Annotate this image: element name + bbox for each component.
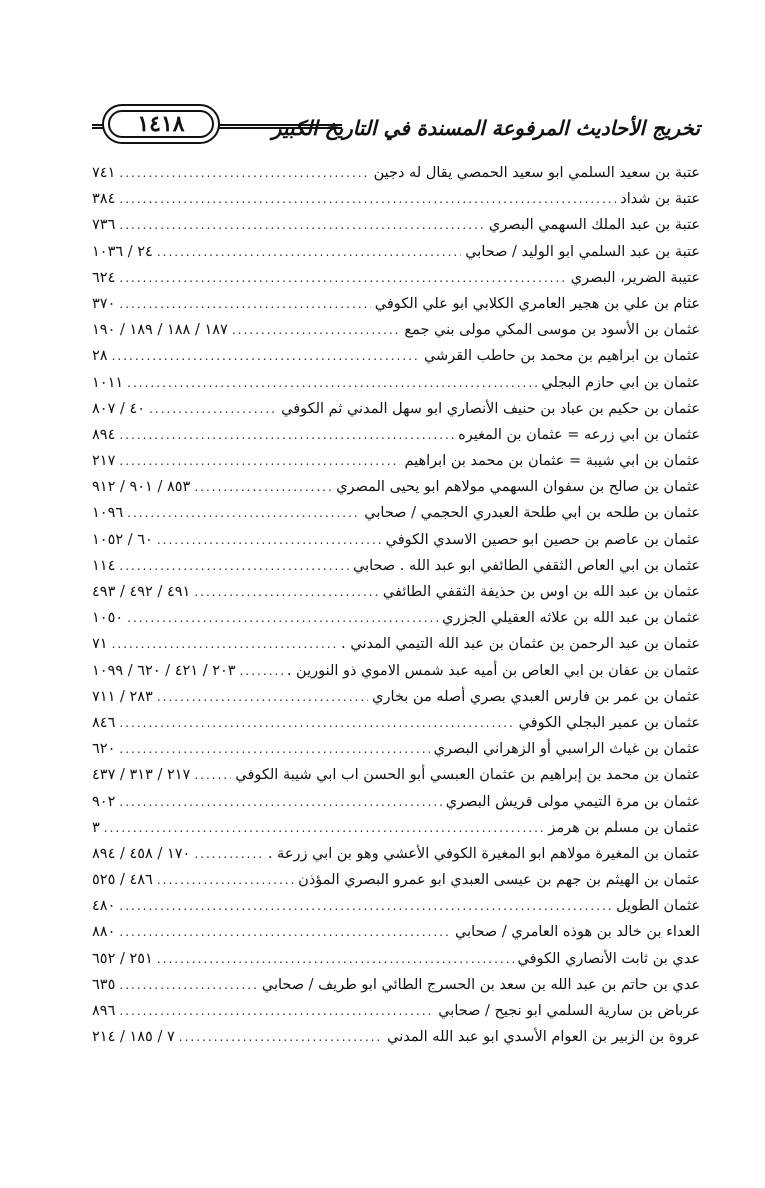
index-entry — [92, 343, 700, 369]
entry-name: عثمان بن الهيثم بن جهم بن عيسى العبدي ابو عمرو البصري المؤذن — [298, 872, 700, 889]
entry-name: عثمان بن المغيرة مولاهم ابو المغيرة الكوفي الأعشي وهو بن ابي زرعة . — [267, 845, 700, 862]
index-entry — [92, 317, 700, 343]
entry-pages: ٦٢٤ — [92, 269, 116, 286]
entry-pages: ٦٢٠ — [92, 741, 116, 758]
entry-name: عثمان بن مسلم بن هرمز — [548, 819, 700, 836]
dot-leader — [112, 631, 338, 657]
dot-leader — [119, 212, 485, 238]
entry-name: عثمان بن طلحه بن ابي طلحة العبدري الحجمي / صحابي — [364, 505, 700, 522]
entry-name: عثمان بن حكيم بن عباد بن حنيف الأنصاري ابو سهل المدني ثم الكوفي — [281, 400, 700, 417]
dot-leader — [119, 736, 429, 762]
entry-pages: ٨٤٦ — [92, 714, 116, 731]
dot-leader — [119, 972, 257, 998]
page-number-badge — [102, 104, 220, 144]
dot-leader — [194, 841, 263, 867]
dot-leader — [127, 370, 537, 396]
entry-name: عتبة بن سعيد السلمي ابو سعيد الحمصي يقال له دجين — [373, 165, 700, 181]
dot-leader — [157, 239, 461, 265]
header-ornament — [92, 104, 342, 144]
entry-name: عثمان بن عبد الرحمن بن عثمان بن عبد الله التيمي المدني . — [341, 636, 700, 653]
entry-name: عثمان بن عمير البجلي الكوفي — [518, 714, 700, 731]
entry-name: عثمان بن عاصم بن حصين ابو حصين الاسدي الكوفي — [385, 531, 700, 548]
dot-leader — [119, 998, 434, 1024]
entry-pages: ٨٩٤ — [92, 426, 116, 443]
index-entry — [92, 736, 700, 762]
entry-pages: ١٠٩٦ — [92, 505, 124, 522]
dot-leader — [119, 893, 612, 919]
entry-pages: ٢١٧ / ٣١٣ / ٤٣٧ — [92, 767, 191, 784]
entry-name: عثمان بن الأسود بن موسى المكي مولى بني جمع — [404, 322, 700, 339]
index-entry — [92, 186, 700, 212]
entry-name: عثام بن علي بن هجير العامري الكلابي ابو علي الكوفي — [374, 295, 700, 312]
entry-name: عتبة بن شداد — [620, 191, 700, 208]
entry-name: عثمان بن عمر بن فارس العبدي بصري أصله من بخاري — [372, 688, 700, 705]
index-entry — [92, 239, 700, 265]
dot-leader — [119, 291, 370, 317]
entry-pages: ٢٥١ / ٦٥٢ — [92, 950, 153, 967]
index-entry — [92, 1024, 700, 1050]
entry-name: عتبة بن عبد السلمي ابو الوليد / صحابي — [465, 243, 700, 260]
dot-leader — [127, 500, 360, 526]
dot-leader — [194, 474, 332, 500]
index-entry — [92, 946, 700, 972]
entry-pages: ٧٤١ — [92, 165, 116, 181]
index-entry — [92, 815, 700, 841]
index-entry — [92, 448, 700, 474]
index-entry — [92, 789, 700, 815]
dot-leader — [104, 815, 545, 841]
index-entry — [92, 370, 700, 396]
entry-pages: ٧١ — [92, 636, 108, 653]
dot-leader — [157, 867, 294, 893]
entry-name: عدي بن ثابت الأنصاري الكوفي — [517, 950, 700, 967]
index-entry — [92, 265, 700, 291]
index-entry — [92, 579, 700, 605]
entry-pages: ٧٣٦ — [92, 217, 116, 234]
entry-name: عروة بن الزبير بن العوام الأسدي ابو عبد الله المدني — [387, 1029, 700, 1046]
dot-leader — [119, 919, 451, 945]
entry-pages: ٣ — [92, 819, 100, 836]
entry-pages: ١٠١١ — [92, 374, 124, 391]
entry-pages: ١٠٥٠ — [92, 610, 124, 627]
index-entry — [92, 998, 700, 1024]
index-entry — [92, 658, 700, 684]
entry-pages: ٧ / ١٨٥ / ٢١٤ — [92, 1029, 175, 1046]
entry-name: عتبة بن عبد الملك السهمي البصري — [488, 217, 700, 234]
index-entry — [92, 684, 700, 710]
dot-leader — [127, 605, 438, 631]
entry-name: عثمان بن ابي حازم البجلي — [541, 374, 700, 391]
entry-pages: ٢١٧ — [92, 453, 116, 470]
dot-leader — [194, 762, 231, 788]
entry-pages: ٢٨ — [92, 348, 108, 365]
index-entry — [92, 396, 700, 422]
index-entry — [92, 841, 700, 867]
dot-leader — [112, 343, 420, 369]
entry-name: عثمان بن عبد الله بن اوس بن حذيفة الثقفي الطائفي — [382, 584, 700, 600]
entry-pages: ٨٩٦ — [92, 1003, 116, 1019]
index-entry — [92, 972, 700, 998]
entry-pages: ٩٠٢ — [92, 793, 116, 810]
entry-name: عثمان بن ابراهيم بن محمد بن حاطب القرشي — [423, 348, 700, 365]
index-entry — [92, 291, 700, 317]
entry-name: عثمان الطويل — [616, 898, 700, 915]
dot-leader — [119, 160, 369, 186]
dot-leader — [119, 448, 400, 474]
entry-name: عثمان بن مرة التيمي مولى قريش البصري — [445, 793, 700, 810]
index-entry — [92, 605, 700, 631]
index-entry — [92, 762, 700, 788]
dot-leader — [119, 789, 441, 815]
entry-pages: ٤٨٠ — [92, 898, 116, 915]
dot-leader — [240, 658, 283, 684]
dot-leader — [157, 527, 382, 553]
page-number: ١٤١٨ — [137, 111, 185, 137]
dot-leader — [157, 946, 514, 972]
index-entry — [92, 867, 700, 893]
entry-name: عثمان بن عفان بن ابي العاص بن أميه عبد شمس الاموي ذو النورين . — [286, 662, 700, 679]
entry-pages: ٤٠ / ٨٠٧ — [92, 400, 146, 417]
index-entry — [92, 631, 700, 657]
index-entry — [92, 422, 700, 448]
entry-name: عثمان بن ابي العاص الثقفي الطائفي ابو عبد الله . صحابي — [352, 557, 700, 574]
dot-leader — [119, 553, 349, 579]
dot-leader — [232, 317, 401, 343]
dot-leader — [119, 186, 616, 212]
entry-pages: ١١٤ — [92, 557, 116, 574]
entry-pages: ٨٥٣ / ٩٠١ / ٩١٢ — [92, 479, 191, 496]
index-entry — [92, 212, 700, 238]
index-entry — [92, 710, 700, 736]
page-header — [92, 100, 700, 148]
dot-leader — [157, 684, 368, 710]
entry-name: عثمان بن صالح بن سفوان السهمي مولاهم ابو يحيى المصري — [336, 479, 700, 496]
dot-leader — [119, 710, 514, 736]
entry-name: عثمان بن ابي شيبة = عثمان بن محمد بن ابراهيم — [404, 453, 700, 470]
entry-pages: ٢٨٣ / ٧١١ — [92, 688, 153, 705]
index-entry — [92, 160, 700, 186]
entry-name: العداء بن خالد بن هوذه العامري / صحابي — [455, 924, 700, 941]
entry-pages: ٢٠٣ / ٤٢١ / ٦٢٠ / ١٠٩٩ — [92, 662, 236, 679]
entry-name: عثمان بن محمد بن إبراهيم بن عثمان العبسي أبو الحسن اب ابي شيبة الكوفي — [235, 767, 700, 784]
entry-pages: ٦٠ / ١٠٥٢ — [92, 531, 153, 548]
entry-name: عثمان بن ابي زرعه = عثمان بن المغيره — [458, 426, 700, 443]
dot-leader — [119, 422, 454, 448]
entry-name: عرباض بن سارية السلمي ابو نجيح / صحابي — [438, 1003, 700, 1019]
index-entry — [92, 553, 700, 579]
entry-pages: ٤٨٦ / ٥٢٥ — [92, 872, 153, 889]
index-entry — [92, 893, 700, 919]
entry-pages: ١٨٧ / ١٨٨ / ١٨٩ / ١٩٠ — [92, 322, 228, 339]
entry-name: عدي بن حاتم بن عبد الله بن سعد بن الحسرج الطائي ابو طريف / صحابي — [261, 976, 700, 993]
entry-name: عثمان بن غياث الراسبي أو الزهراني البصري — [433, 741, 700, 758]
index-entry — [92, 474, 700, 500]
index-entry — [92, 919, 700, 945]
dot-leader — [119, 265, 566, 291]
entry-pages: ٢٤ / ١٠٣٦ — [92, 243, 153, 260]
entry-pages: ٦٣٥ — [92, 976, 116, 993]
dot-leader — [194, 579, 379, 605]
dot-leader — [179, 1024, 383, 1050]
running-title: تخريج الأحاديث المرفوعة المسندة في التاريخ الكبير — [271, 116, 700, 140]
entry-name: عثمان بن عبد الله بن علاثه العقيلي الجزري — [442, 610, 700, 627]
index-entries — [92, 160, 700, 1050]
entry-pages: ١٧٠ / ٤٥٨ / ٨٩٤ — [92, 845, 191, 862]
dot-leader — [149, 396, 277, 422]
index-entry — [92, 527, 700, 553]
entry-pages: ٨٨٠ — [92, 924, 116, 941]
entry-pages: ٣٨٤ — [92, 191, 116, 208]
index-entry — [92, 500, 700, 526]
entry-name: عتيبة الضرير، البصري — [570, 269, 700, 286]
entry-pages: ٤٩١ / ٤٩٢ / ٤٩٣ — [92, 584, 191, 600]
entry-pages: ٣٧٠ — [92, 295, 116, 312]
